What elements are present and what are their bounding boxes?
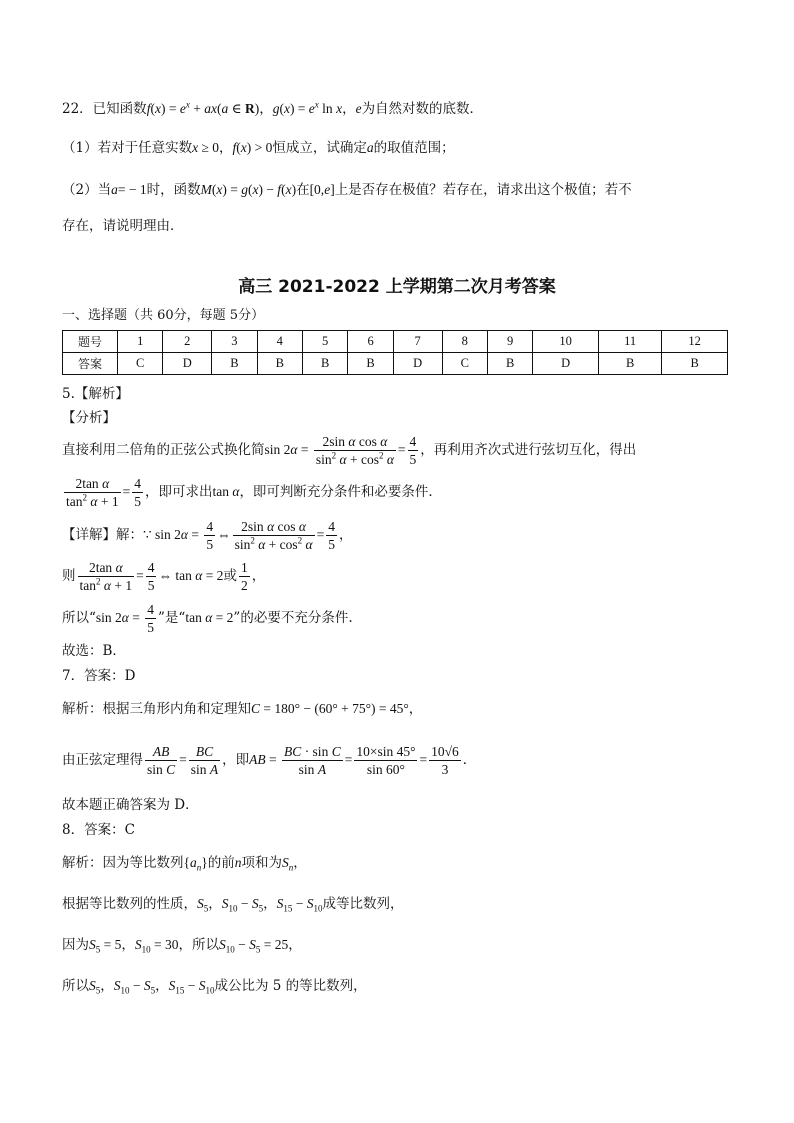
table-cell: B: [348, 353, 393, 375]
answer-title: 高三 2021-2022 上学期第二次月考答案: [238, 277, 556, 297]
table-cell: 12: [662, 331, 728, 353]
q7-conclusion: 故本题正确答案为 D．: [62, 797, 199, 813]
table-cell: 5: [302, 331, 347, 353]
q8-heading: 8．答案：C: [62, 822, 135, 838]
q5-analysis-line1: 直接利用二倍角的正弦公式换化简sin 2α = $\frac{\text{2sin α cos α}}{\sin^2 \alpha + \cos^2 \alpha}$ = $\frac{4}{5}$ ，再利用齐次式进行弦切互化，得出: [62, 434, 637, 467]
q5-conclusion: 所以“sin 2α = $\frac{4}{5}$ ”是“tan α = 2”的必要不充分条件.: [62, 602, 353, 635]
q5-detail-line2: 则 $\frac{\text{2tan α}}{\tan^2 \alpha + 1}$ = $\frac{4}{5}$ ⇔ tan α = 2或 $\frac{1}{2}$ ，: [62, 560, 266, 593]
q5-heading: 5.【解析】: [62, 386, 129, 402]
table-row-answers: [63, 353, 728, 375]
table-cell: 4: [257, 331, 302, 353]
table-cell: 9: [487, 331, 532, 353]
q8-line1: 解析：因为等比数列$\{a_n\}$的前n项和为$S_n$，: [62, 855, 307, 873]
table-cell: 10: [533, 331, 599, 353]
table-row-numbers: [63, 331, 728, 353]
q7-line1: 解析：根据三角形内角和定理知C = 180° − (60° + 75°) = 45°，: [62, 701, 423, 717]
q8-line2: 根据等比数列的性质，$S_5$，$S_{10} - S_5$，$S_{15} - S_{10}$成等比数列，: [62, 896, 404, 914]
table-cell: C: [442, 353, 487, 375]
table-cell: 11: [598, 331, 661, 353]
table-cell: B: [212, 353, 257, 375]
table-cell: 3: [212, 331, 257, 353]
q5-choice: 故选：B．: [62, 643, 126, 659]
q7-heading: 7．答案：D: [62, 668, 136, 684]
q8-line4: 所以$S_5$，$S_{10} - S_5$，$S_{15} - S_{10}$成公比为 5 的等比数列，: [62, 978, 367, 996]
q22-part2: （2）当a= − 1时，函数M(x) = g(x) − f(x)在[0,e]上是否存在极值？若存在，请求出这个极值；若不: [62, 182, 632, 198]
q22-part2-cont: 存在，请说明理由．: [62, 218, 184, 234]
table-cell: D: [163, 353, 212, 375]
table-cell: 1: [118, 331, 163, 353]
table-cell: D: [393, 353, 442, 375]
q8-line3: 因为$S_5 = 5$，$S_{10} = 30$，所以$S_{10} - S_5 = 25$，: [62, 937, 302, 955]
table-cell: B: [662, 353, 728, 375]
table-cell: B: [598, 353, 661, 375]
table-cell: D: [533, 353, 599, 375]
table-cell: B: [257, 353, 302, 375]
q5-detail-line1: 【详解】解：∵ sin 2α = $\frac{4}{5}$ ⇔ $\frac{\text{2sin α cos α}}{\sin^2 \alpha + \cos^2 \alpha}$ = $\frac{4}{5}$ ，: [62, 519, 353, 552]
table-cell: 6: [348, 331, 393, 353]
q22-part1: （1）若对于任意实数x ≥ 0，f(x) > 0恒成立，试确定a的取值范围；: [62, 140, 455, 156]
table-cell: 2: [163, 331, 212, 353]
answer-table: [62, 330, 728, 375]
q22-stem: 22．已知函数$f(x) = e^x + ax(a$ ∈ R)，$g(x) = e^x$ ln x，e为自然对数的底数．: [62, 99, 484, 117]
section-heading: 一、选择题（共 60分，每题 5分）: [62, 308, 265, 323]
table-cell: B: [302, 353, 347, 375]
q5-analysis-line2: $\frac{\text{2tan α}}{\tan^2 \alpha + 1}$ = $\frac{4}{5}$ ，即可求出tan α，即可判断充分条件和必要条件．: [66, 476, 442, 509]
table-row-label: 题号: [63, 331, 118, 353]
q5-analysis-label: 【分析】: [62, 410, 116, 426]
q7-line2: 由正弦定理得 $\frac{AB}{\text{sin C}}$ = $\frac{BC}{\text{sin A}}$ ，即AB = $\frac{\text{BC · sin C}}{\text{sin A}}$ = $\frac{10\times\sin 45^\circ}{\sin 60^\circ}$ = $\frac{10√6}{3}$ ．: [62, 744, 477, 777]
table-cell: B: [487, 353, 532, 375]
table-cell: 8: [442, 331, 487, 353]
table-cell: 7: [393, 331, 442, 353]
table-row-label: 答案: [63, 353, 118, 375]
table-cell: C: [118, 353, 163, 375]
